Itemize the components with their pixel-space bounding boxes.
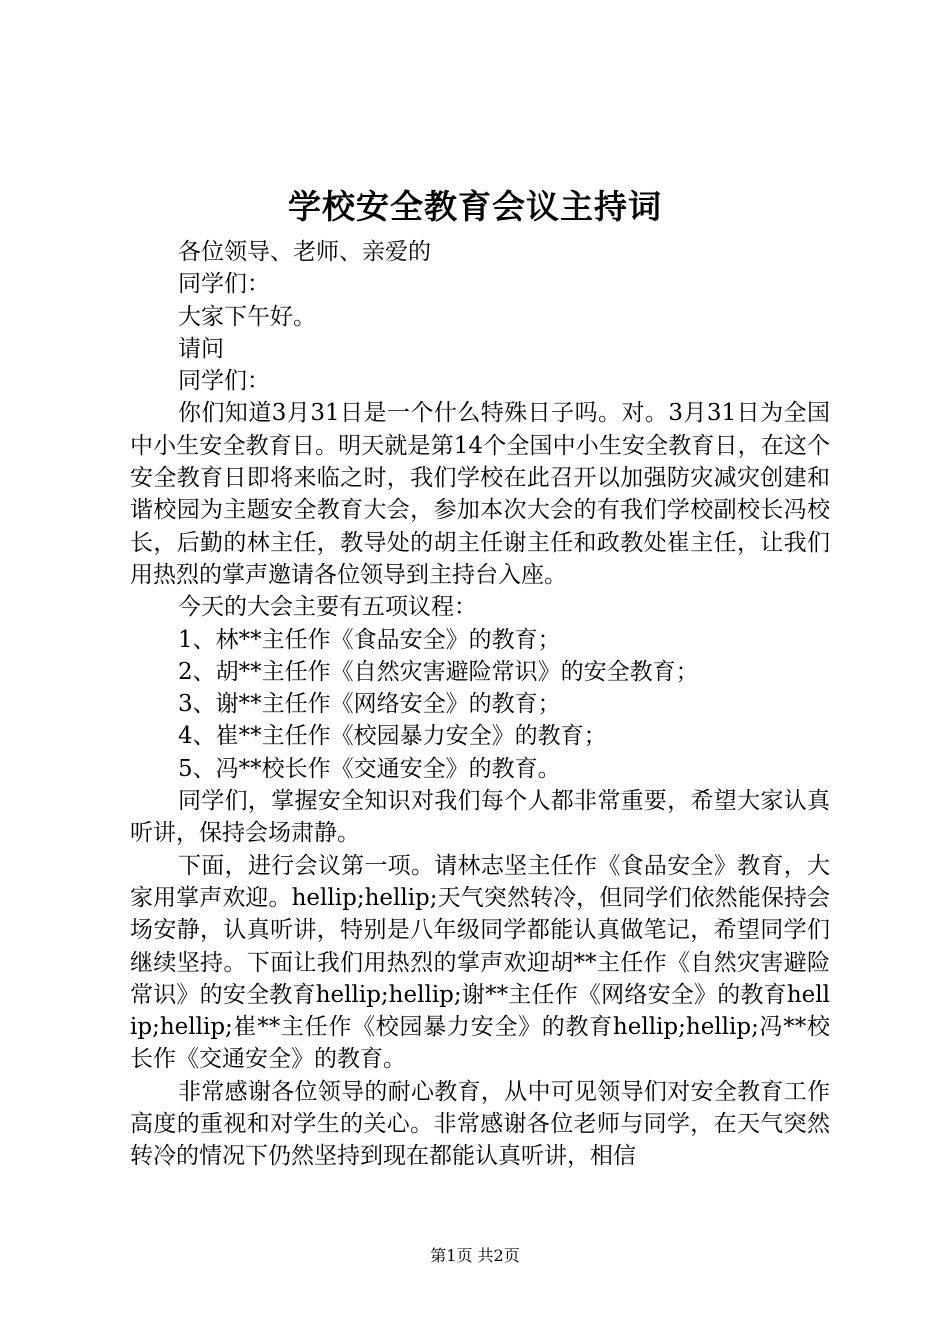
paragraph: 下面，进行会议第一项。请林志坚主任作《食品安全》教育，大家用掌声欢迎。hellip;hellip;天气突然转冷，但同学们依然能保持会场安静，认真听讲，特别是八年级同学都能认真做笔记，希望同学们继续坚持。下面让我们用热烈的掌声欢迎胡**主任作《自然灾害避险常识》的安全教育hellip;hellip;谢**主任作《网络安全》的教育hellip;hellip;崔**主任作《校园暴力安全》的教育hellip;hellip;冯**校长作《交通安全》的教育。 xyxy=(130,852,830,1073)
page-footer: 第1页 共2页 xyxy=(430,1246,520,1265)
agenda-item: 2、胡**主任作《自然灾害避险常识》的安全教育； xyxy=(178,658,699,685)
paragraph: 今天的大会主要有五项议程： xyxy=(178,594,477,621)
paragraph: 同学们，掌握安全知识对我们每个人都非常重要，希望大家认真听讲，保持会场肃静。 xyxy=(130,788,830,847)
paragraph: 请问 xyxy=(178,335,224,362)
agenda-item: 3、谢**主任作《网络安全》的教育； xyxy=(178,691,561,718)
agenda-item: 4、崔**主任作《校园暴力安全》的教育； xyxy=(178,723,607,750)
paragraph: 各位领导、老师、亲爱的 xyxy=(178,239,431,265)
agenda-item: 1、林**主任作《食品安全》的教育； xyxy=(178,626,561,653)
paragraph: 你们知道3月31日是一个什么特殊日子吗。对。3月31日为全国中小生安全教育日。明天就是第14个全国中小生安全教育日，在这个安全教育日即将来临之时，我们学校在此召开以加强防灾减灾创建和谐校园为主题安全教育大会，参加本次大会的有我们学校副校长冯校长，后勤的林主任，教导处的胡主任谢主任和政教处崔主任，让我们用热烈的掌声邀请各位领导到主持台入座。 xyxy=(130,400,830,588)
agenda-item: 5、冯**校长作《交通安全》的教育。 xyxy=(178,755,561,782)
paragraph: 非常感谢各位领导的耐心教育，从中可见领导们对安全教育工作高度的重视和对学生的关心。非常感谢各位老师与同学，在天气突然转冷的情况下仍然坚持到现在都能认真听讲，相信 xyxy=(130,1078,830,1170)
paragraph: 同学们： xyxy=(178,271,270,298)
paragraph: 同学们： xyxy=(178,368,270,395)
document-title: 学校安全教育会议主持词 xyxy=(288,187,662,226)
paragraph: 大家下午好。 xyxy=(178,303,316,330)
document-body xyxy=(130,236,830,1173)
